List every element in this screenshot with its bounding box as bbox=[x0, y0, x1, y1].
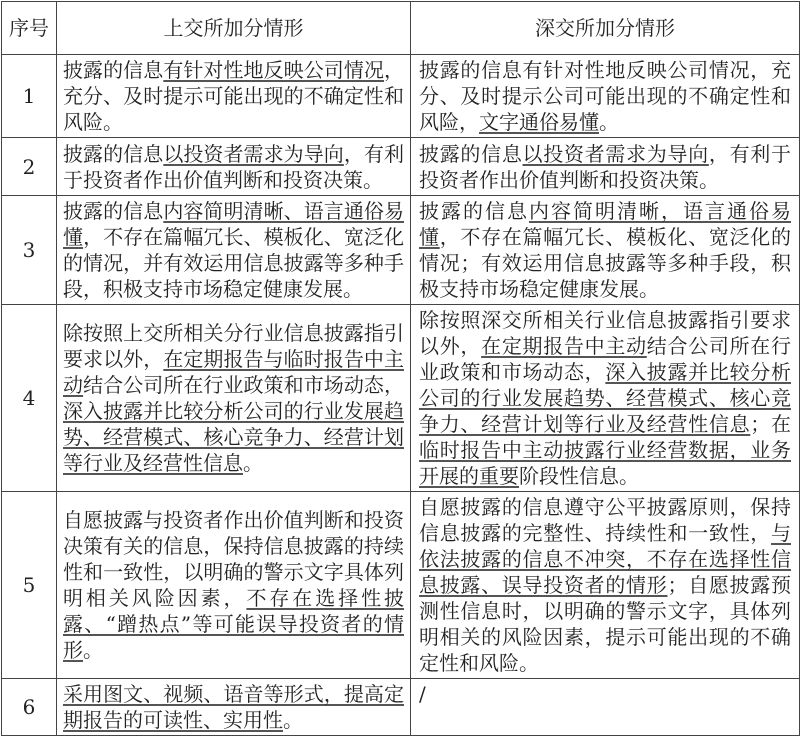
header-sse: 上交所加分情形 bbox=[57, 2, 411, 55]
text-segment: 披露的信息有针对性地反映公司情况，充分、及时提示公司可能出现的不确定性和风险， bbox=[419, 58, 791, 134]
header-row bbox=[2, 2, 800, 55]
header-number: 序号 bbox=[2, 2, 57, 55]
row-number: 1 bbox=[2, 55, 57, 138]
sse-cell bbox=[57, 138, 411, 196]
underlined-text: 内容简明清晰，语言通俗易懂 bbox=[419, 199, 791, 249]
row-number: 6 bbox=[2, 679, 57, 736]
table-row bbox=[2, 679, 800, 736]
sse-cell bbox=[57, 55, 411, 138]
underlined-text: 文字通俗易懂 bbox=[479, 110, 599, 134]
header-szse: 深交所加分情形 bbox=[411, 2, 800, 55]
text-segment: 结合公司所在行业政策和市场动态， bbox=[419, 334, 792, 384]
underlined-text: 在定期报告中主动 bbox=[481, 334, 647, 358]
text-segment: 结合公司所在行业政策和市场动态， bbox=[83, 373, 404, 397]
row-number: 5 bbox=[2, 492, 57, 679]
sse-cell bbox=[57, 305, 411, 492]
text-segment: 披露的信息 bbox=[63, 58, 164, 82]
text-segment: ，有利于投资者作出价值判断和投资决策。 bbox=[63, 141, 404, 192]
underlined-text: 内容简明清晰、语言通俗易懂 bbox=[63, 199, 404, 249]
table-row bbox=[2, 138, 800, 196]
szse-cell bbox=[411, 55, 800, 138]
text-segment: 除按照上交所相关分行业信息披露指引要求以外， bbox=[63, 321, 404, 371]
underlined-text: 有针对性地反映公司情况 bbox=[163, 58, 384, 82]
szse-cell bbox=[411, 679, 800, 736]
underlined-text: 深入披露并比较分析公司的行业发展趋势、经营模式、核心竞争力、经营计划等行业及经营性信息 bbox=[419, 360, 792, 436]
table-row bbox=[2, 55, 800, 138]
underlined-text: 在定期报告与临时报告中主动 bbox=[63, 347, 404, 397]
row-number: 4 bbox=[2, 305, 57, 492]
underlined-text: 深入披露并比较分析公司的行业发展趋势、经营模式、核心竞争力、经营计划等行业及经营性信息 bbox=[63, 399, 404, 475]
szse-cell bbox=[411, 196, 800, 305]
text-segment: 披露的信息 bbox=[419, 141, 523, 166]
text-segment: ；自愿披露预测性信息时，以明确的警示文字，具体列明相关的风险因素，提示可能出现的不确定性和风险。 bbox=[419, 573, 792, 675]
szse-cell bbox=[411, 305, 800, 492]
text-segment: / bbox=[419, 682, 426, 706]
text-segment: 自愿披露的信息遵守公平披露原则，保持信息披露的完整性、持续性和一致性， bbox=[419, 495, 791, 545]
text-segment: 。 bbox=[83, 638, 103, 662]
text-segment: ，不存在篇幅冗长、模板化、宽泛化的情况；有效运用信息披露等多种手段，积极支持市场稳定健康发展。 bbox=[419, 225, 792, 301]
text-segment: 披露的信息 bbox=[63, 199, 164, 223]
text-segment: 自愿披露与投资者作出价值判断和投资决策有关的信息，保持信息披露的持续性和一致性，以明确的警示文字具体列明相关风险因素， bbox=[63, 508, 404, 610]
text-segment: 披露的信息 bbox=[63, 141, 164, 166]
table-row bbox=[2, 305, 800, 492]
szse-cell bbox=[411, 492, 800, 679]
text-segment: 阶段性信息。 bbox=[519, 464, 639, 488]
underlined-text: 与依法披露的信息不冲突，不存在选择性信息披露、误导投资者的情形 bbox=[419, 521, 791, 597]
text-segment: ，不存在篇幅冗长、模板化、宽泛化的情况，并有效运用信息披露等多种手段，积极支持市场稳定健康发展。 bbox=[63, 225, 404, 301]
sse-cell bbox=[57, 679, 411, 736]
text-segment: ，有利于投资者作出价值判断和投资决策。 bbox=[419, 141, 792, 192]
table-row bbox=[2, 196, 800, 305]
underlined-text: 不存在选择性披露、“蹭热点”等可能误导投资者的情形 bbox=[63, 586, 405, 662]
table-row bbox=[2, 492, 800, 679]
row-number: 3 bbox=[2, 196, 57, 305]
szse-cell bbox=[411, 138, 800, 196]
comparison-table bbox=[1, 1, 800, 736]
sse-cell bbox=[57, 492, 411, 679]
sse-cell bbox=[57, 196, 411, 305]
row-number: 2 bbox=[2, 138, 57, 196]
text-segment: 除按照深交所相关行业信息披露指引要求以外， bbox=[419, 308, 791, 358]
text-segment: 。 bbox=[243, 451, 263, 475]
text-segment: ；在 bbox=[750, 412, 792, 436]
underlined-text: 以投资者需求为导向 bbox=[522, 141, 709, 166]
underlined-text: 采用图文、视频、语音等形式，提高定期报告的可读性、实用性 bbox=[63, 682, 404, 732]
text-segment: 。 bbox=[283, 708, 303, 732]
text-segment: ，充分、及时提示可能出现的不确定性和风险。 bbox=[63, 58, 404, 134]
underlined-text: 临时报告中主动披露行业经营数据，业务开展的重要 bbox=[419, 438, 791, 488]
underlined-text: 以投资者需求为导向 bbox=[163, 141, 344, 166]
text-segment: 。 bbox=[599, 110, 619, 134]
text-segment: 披露的信息 bbox=[419, 199, 529, 223]
